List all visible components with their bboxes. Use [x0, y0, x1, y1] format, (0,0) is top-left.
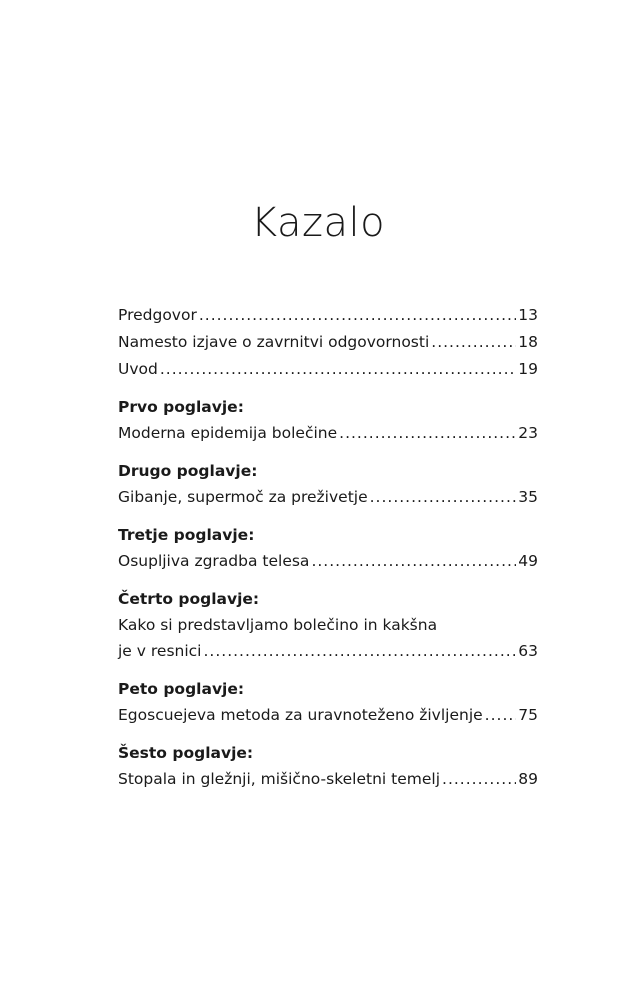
toc-entry-label: Predgovor — [118, 306, 197, 324]
toc-entry[interactable] — [118, 420, 538, 447]
chapter-heading: Tretje poglavje: — [118, 526, 255, 544]
toc-entry[interactable] — [118, 638, 538, 665]
toc-entry-disclaimer[interactable] — [118, 329, 538, 356]
toc-entry[interactable] — [118, 702, 538, 729]
toc-entry-label: Moderna epidemija bolečine — [118, 424, 338, 442]
table-of-contents — [118, 302, 538, 793]
toc-page-number: 18 — [518, 333, 538, 351]
toc-page-number: 63 — [518, 642, 538, 660]
toc-chapter-5 — [118, 676, 538, 729]
toc-chapter-4 — [118, 586, 538, 665]
toc-chapter-1 — [118, 394, 538, 447]
dot-leader — [485, 702, 517, 729]
toc-entry-predgovor[interactable] — [118, 302, 538, 329]
dot-leader — [370, 484, 517, 511]
chapter-heading: Peto poglavje: — [118, 680, 245, 698]
toc-chapter-6 — [118, 740, 538, 793]
toc-entry-label: Namesto izjave o zavrnitvi odgovornosti — [118, 333, 430, 351]
toc-chapter-2 — [118, 458, 538, 511]
toc-page-number: 23 — [518, 424, 538, 442]
dot-leader — [199, 302, 516, 329]
toc-page-number: 13 — [518, 306, 538, 324]
toc-entry-label: Egoscuejeva metoda za uravnoteženo življenje — [118, 706, 483, 724]
dot-leader — [431, 329, 516, 356]
dot-leader — [311, 548, 516, 575]
toc-entry-label: Gibanje, supermoč za preživetje — [118, 488, 368, 506]
toc-page-number: 19 — [518, 360, 538, 378]
toc-page-number: 35 — [518, 488, 538, 506]
toc-entry-uvod[interactable] — [118, 356, 538, 383]
toc-entry[interactable] — [118, 548, 538, 575]
toc-entry-label: je v resnici — [118, 642, 202, 660]
chapter-heading: Četrto poglavje: — [118, 590, 260, 608]
toc-entry[interactable] — [118, 484, 538, 511]
toc-page-number: 49 — [518, 552, 538, 570]
toc-page-number: 75 — [518, 706, 538, 724]
dot-leader — [160, 356, 516, 383]
dot-leader — [339, 420, 516, 447]
toc-page-number: 89 — [518, 770, 538, 788]
toc-chapter-3 — [118, 522, 538, 575]
toc-entry-label: Stopala in gležnji, mišično-skeletni temelj — [118, 770, 441, 788]
dot-leader — [442, 766, 516, 793]
toc-entry-label: Osupljiva zgradba telesa — [118, 552, 310, 570]
chapter-heading: Prvo poglavje: — [118, 398, 244, 416]
chapter-heading: Šesto poglavje: — [118, 744, 254, 762]
page-title: Kazalo — [250, 200, 386, 246]
toc-entry[interactable] — [118, 766, 538, 793]
dot-leader — [203, 638, 516, 665]
toc-entry-label-line1[interactable]: Kako si predstavljamo bolečino in kakšna — [118, 616, 438, 634]
toc-entry-label: Uvod — [118, 360, 158, 378]
chapter-heading: Drugo poglavje: — [118, 462, 258, 480]
